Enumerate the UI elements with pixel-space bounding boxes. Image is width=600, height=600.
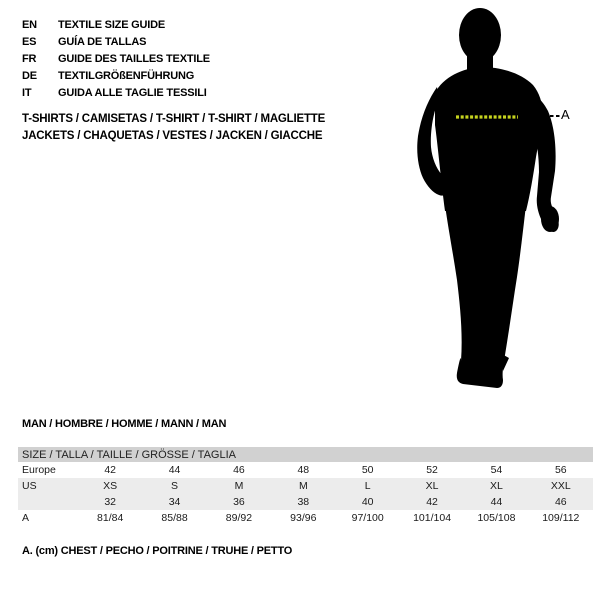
table-cell: 56 xyxy=(554,464,567,476)
table-cell: 40 xyxy=(336,494,400,510)
table-cell: 36 xyxy=(207,494,271,510)
table-cell: L xyxy=(336,478,400,494)
table-cell: 32 xyxy=(78,494,142,510)
table-cell: 54 xyxy=(490,464,503,476)
language-label: TEXTILE SIZE GUIDE xyxy=(58,18,166,31)
table-cell: 85/88 xyxy=(161,512,188,524)
footnote-chest: A. (cm) CHEST / PECHO / POITRINE / TRUHE / PETTO xyxy=(22,545,293,557)
table-cell: 101/104 xyxy=(413,512,452,524)
language-row xyxy=(22,67,210,84)
language-code: DE xyxy=(22,69,37,82)
language-label: GUÍA DE TALLAS xyxy=(58,35,147,48)
table-cell: 52 xyxy=(426,464,438,476)
language-list xyxy=(22,16,210,101)
table-cell: 38 xyxy=(271,494,335,510)
size-table-header: SIZE / TALLA / TAILLE / GRÖSSE / TAGLIA xyxy=(18,447,593,462)
table-cell: 44 xyxy=(464,494,528,510)
table-cell: 46 xyxy=(529,494,593,510)
table-cell: XL xyxy=(400,478,464,494)
language-row xyxy=(22,50,210,67)
language-row xyxy=(22,16,210,33)
table-cell: M xyxy=(271,478,335,494)
table-cell: 44 xyxy=(168,464,181,476)
table-cell: 89/92 xyxy=(225,512,253,524)
size-table xyxy=(18,447,593,526)
language-code: IT xyxy=(22,86,32,99)
language-code: FR xyxy=(22,52,37,65)
language-label: GUIDE DES TAILLES TEXTILE xyxy=(58,52,210,65)
table-cell: 50 xyxy=(361,464,374,476)
man-silhouette-figure xyxy=(405,5,575,395)
row-label-us: US xyxy=(18,478,78,494)
language-label: GUIDA ALLE TAGLIE TESSILI xyxy=(58,86,207,99)
category-list xyxy=(22,110,325,144)
table-cell: 97/100 xyxy=(351,512,384,524)
table-cell: 93/96 xyxy=(290,512,317,524)
table-cell: 42 xyxy=(400,494,464,510)
table-cell: XL xyxy=(464,478,528,494)
table-cell: M xyxy=(207,478,271,494)
language-row xyxy=(22,33,210,50)
language-code: ES xyxy=(22,35,37,48)
table-cell: XS xyxy=(78,478,142,494)
table-cell: 34 xyxy=(142,494,206,510)
man-silhouette xyxy=(417,8,559,388)
section-title-man: MAN / HOMBRE / HOMME / MANN / MAN xyxy=(22,418,227,430)
table-cell: S xyxy=(142,478,206,494)
category-tshirts: T-SHIRTS / CAMISETAS / T-SHIRT / T-SHIRT / MAGLIETTE xyxy=(22,112,326,125)
table-cell: 105/108 xyxy=(477,512,516,524)
table-cell: 42 xyxy=(104,464,117,476)
row-label-a: A xyxy=(22,512,30,524)
row-label-europe: Europe xyxy=(22,464,56,476)
category-jackets: JACKETS / CHAQUETAS / VESTES / JACKEN / GIACCHE xyxy=(22,129,323,142)
measure-label-a: A xyxy=(561,107,570,122)
table-cell: 109/112 xyxy=(542,512,580,524)
language-row xyxy=(22,84,210,101)
language-label: TEXTILGRÖßENFÜHRUNG xyxy=(58,69,195,82)
table-cell: 46 xyxy=(233,464,245,476)
table-cell: 48 xyxy=(297,464,310,476)
language-code: EN xyxy=(22,18,37,31)
table-cell: 81/84 xyxy=(97,512,124,524)
row-label-us-numeric xyxy=(18,494,78,510)
table-cell: XXL xyxy=(529,478,593,494)
